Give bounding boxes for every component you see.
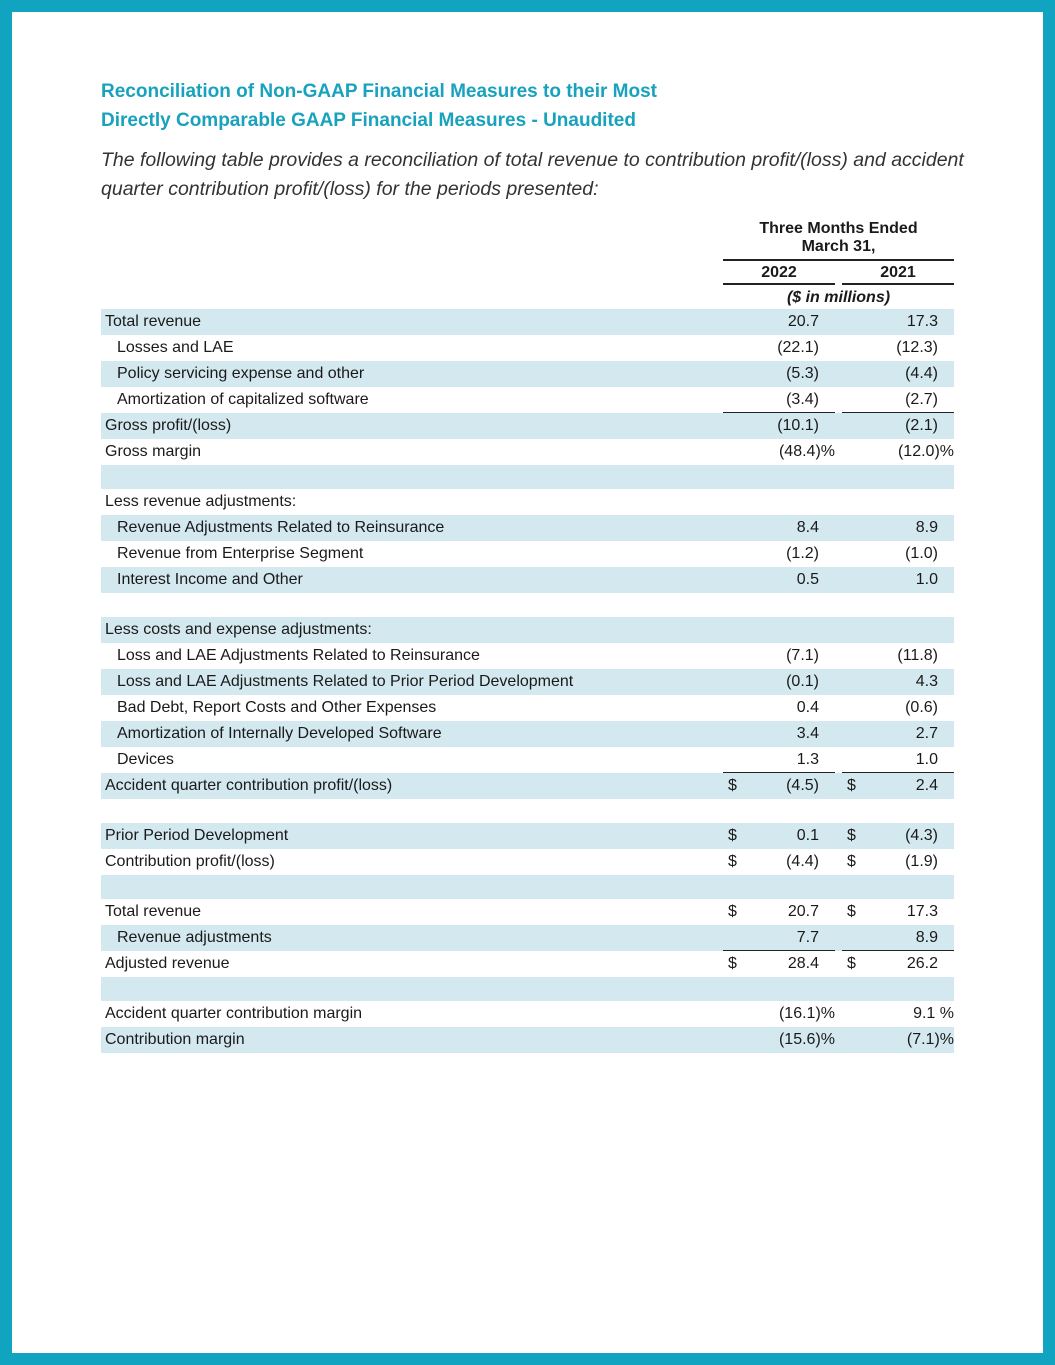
row-label: Gross profit/(loss) (105, 417, 232, 434)
value-2021: (7.1)% (906, 1031, 954, 1048)
value-2022: 1.3 (796, 751, 819, 768)
row-label: Amortization of capitalized software (117, 391, 369, 408)
currency-symbol: $ (847, 903, 856, 920)
currency-symbol: $ (847, 853, 856, 870)
value-2021: 17.3 (906, 903, 938, 920)
value-2021: 9.1 % (913, 1005, 954, 1022)
title-line-1: Reconciliation of Non-GAAP Financial Measures to their Most (101, 81, 658, 102)
value-2021: 2.7 (915, 725, 938, 742)
value-2022: (0.1) (786, 673, 819, 690)
value-2022: (16.1)% (778, 1005, 835, 1022)
value-2022: (3.4) (786, 391, 819, 408)
table-row (101, 643, 954, 669)
title-line-2: Directly Comparable GAAP Financial Measures - Unaudited (101, 110, 636, 131)
value-2021: 4.3 (915, 673, 938, 690)
table-row (101, 1001, 954, 1027)
period-header-rule (723, 259, 954, 261)
row-label: Gross margin (105, 443, 202, 460)
value-2021: (0.6) (905, 699, 938, 716)
value-2021: (12.3) (896, 339, 938, 356)
table-row (101, 309, 954, 335)
currency-symbol: $ (728, 903, 737, 920)
document-page (12, 12, 1043, 1353)
reconciliation-table (101, 309, 954, 1053)
value-2022: (5.3) (786, 365, 819, 382)
period-header-line-1: Three Months Ended (759, 220, 918, 237)
value-2022: 28.4 (787, 955, 819, 972)
row-label: Bad Debt, Report Costs and Other Expenses (117, 699, 437, 716)
row-label: Contribution margin (105, 1031, 245, 1048)
row-label: Total revenue (105, 903, 202, 920)
currency-symbol: $ (728, 853, 737, 870)
row-label: Policy servicing expense and other (117, 365, 365, 382)
row-label: Adjusted revenue (105, 955, 230, 972)
table-row (101, 567, 954, 593)
value-2022: 0.1 (796, 827, 819, 844)
table-row (101, 951, 954, 977)
row-label: Prior Period Development (105, 827, 289, 844)
table-row (101, 439, 954, 465)
table-row (101, 849, 954, 875)
value-2022: (1.2) (786, 545, 819, 562)
value-2022: 3.4 (796, 725, 819, 742)
value-2021: (4.3) (905, 827, 938, 844)
table-row (101, 361, 954, 387)
value-2022: (22.1) (777, 339, 819, 356)
value-2021: (1.9) (905, 853, 938, 870)
currency-symbol: $ (847, 955, 856, 972)
value-2021: (12.0)% (897, 443, 954, 460)
spacer-row (101, 465, 954, 489)
table-row (101, 773, 954, 799)
period-header (723, 220, 954, 256)
row-label: Contribution profit/(loss) (105, 853, 275, 870)
spacer-row (101, 799, 954, 823)
currency-symbol: $ (728, 955, 737, 972)
units-label: ($ in millions) (786, 289, 891, 306)
value-2021: (11.8) (897, 647, 938, 664)
value-2022: (4.5) (786, 777, 819, 794)
section-label: Less revenue adjustments: (105, 493, 297, 510)
value-2022: 0.5 (796, 571, 819, 588)
value-2021: 2.4 (915, 777, 938, 794)
row-label: Accident quarter contribution margin (105, 1005, 363, 1022)
value-2022: 20.7 (787, 313, 819, 330)
value-2022: (15.6)% (778, 1031, 835, 1048)
spacer-row (101, 593, 954, 617)
value-2021: (2.7) (905, 391, 938, 408)
table-row (101, 823, 954, 849)
row-label: Revenue adjustments (117, 929, 272, 946)
currency-symbol: $ (728, 827, 737, 844)
year-header-2022: 2022 (723, 264, 835, 285)
value-2021: 1.0 (915, 751, 938, 768)
value-2021: (4.4) (905, 365, 938, 382)
currency-symbol: $ (847, 827, 856, 844)
table-row (101, 925, 954, 951)
spacer-row (101, 875, 954, 899)
table-row (101, 515, 954, 541)
value-2021: 17.3 (906, 313, 938, 330)
table-row (101, 335, 954, 361)
intro-paragraph: The following table provides a reconciliation of total revenue to contribution profit/(loss) and accident quarter contribution profit/(loss) for the periods presented: (101, 149, 964, 200)
table-row (101, 695, 954, 721)
value-2021: 8.9 (915, 519, 938, 536)
row-label: Amortization of Internally Developed Software (117, 725, 442, 742)
value-2022: 20.7 (787, 903, 819, 920)
row-label: Loss and LAE Adjustments Related to Prior Period Development (117, 673, 574, 690)
value-2021: (1.0) (905, 545, 938, 562)
value-2022: (4.4) (786, 853, 819, 870)
currency-symbol: $ (847, 777, 856, 794)
table-row (101, 899, 954, 925)
table-row (101, 669, 954, 695)
table-row (101, 541, 954, 567)
value-2021: 1.0 (915, 571, 938, 588)
table-row (101, 721, 954, 747)
row-label: Revenue from Enterprise Segment (117, 545, 364, 562)
value-2022: (48.4)% (778, 443, 835, 460)
value-2022: 7.7 (796, 929, 819, 946)
value-2022: 0.4 (796, 699, 819, 716)
row-label: Revenue Adjustments Related to Reinsurance (117, 519, 445, 536)
section-label: Less costs and expense adjustments: (105, 621, 372, 638)
table-row (101, 1027, 954, 1053)
period-header-line-2: March 31, (801, 238, 876, 255)
row-label: Accident quarter contribution profit/(loss) (105, 777, 393, 794)
value-2022: 8.4 (796, 519, 819, 536)
page-title (101, 77, 657, 135)
table-row (101, 747, 954, 773)
value-2022: (7.1) (786, 647, 819, 664)
table-row (101, 413, 954, 439)
row-label: Losses and LAE (117, 339, 234, 356)
spacer-row (101, 977, 954, 1001)
year-header-2021: 2021 (842, 264, 954, 285)
row-label: Devices (117, 751, 174, 768)
value-2021: 26.2 (906, 955, 938, 972)
value-2022: (10.1) (777, 417, 819, 434)
row-label: Interest Income and Other (117, 571, 303, 588)
row-label: Loss and LAE Adjustments Related to Reinsurance (117, 647, 480, 664)
currency-symbol: $ (728, 777, 737, 794)
table-row (101, 489, 954, 515)
value-2021: 8.9 (915, 929, 938, 946)
table-row (101, 387, 954, 413)
row-label: Total revenue (105, 313, 202, 330)
table-row (101, 617, 954, 643)
value-2021: (2.1) (905, 417, 938, 434)
